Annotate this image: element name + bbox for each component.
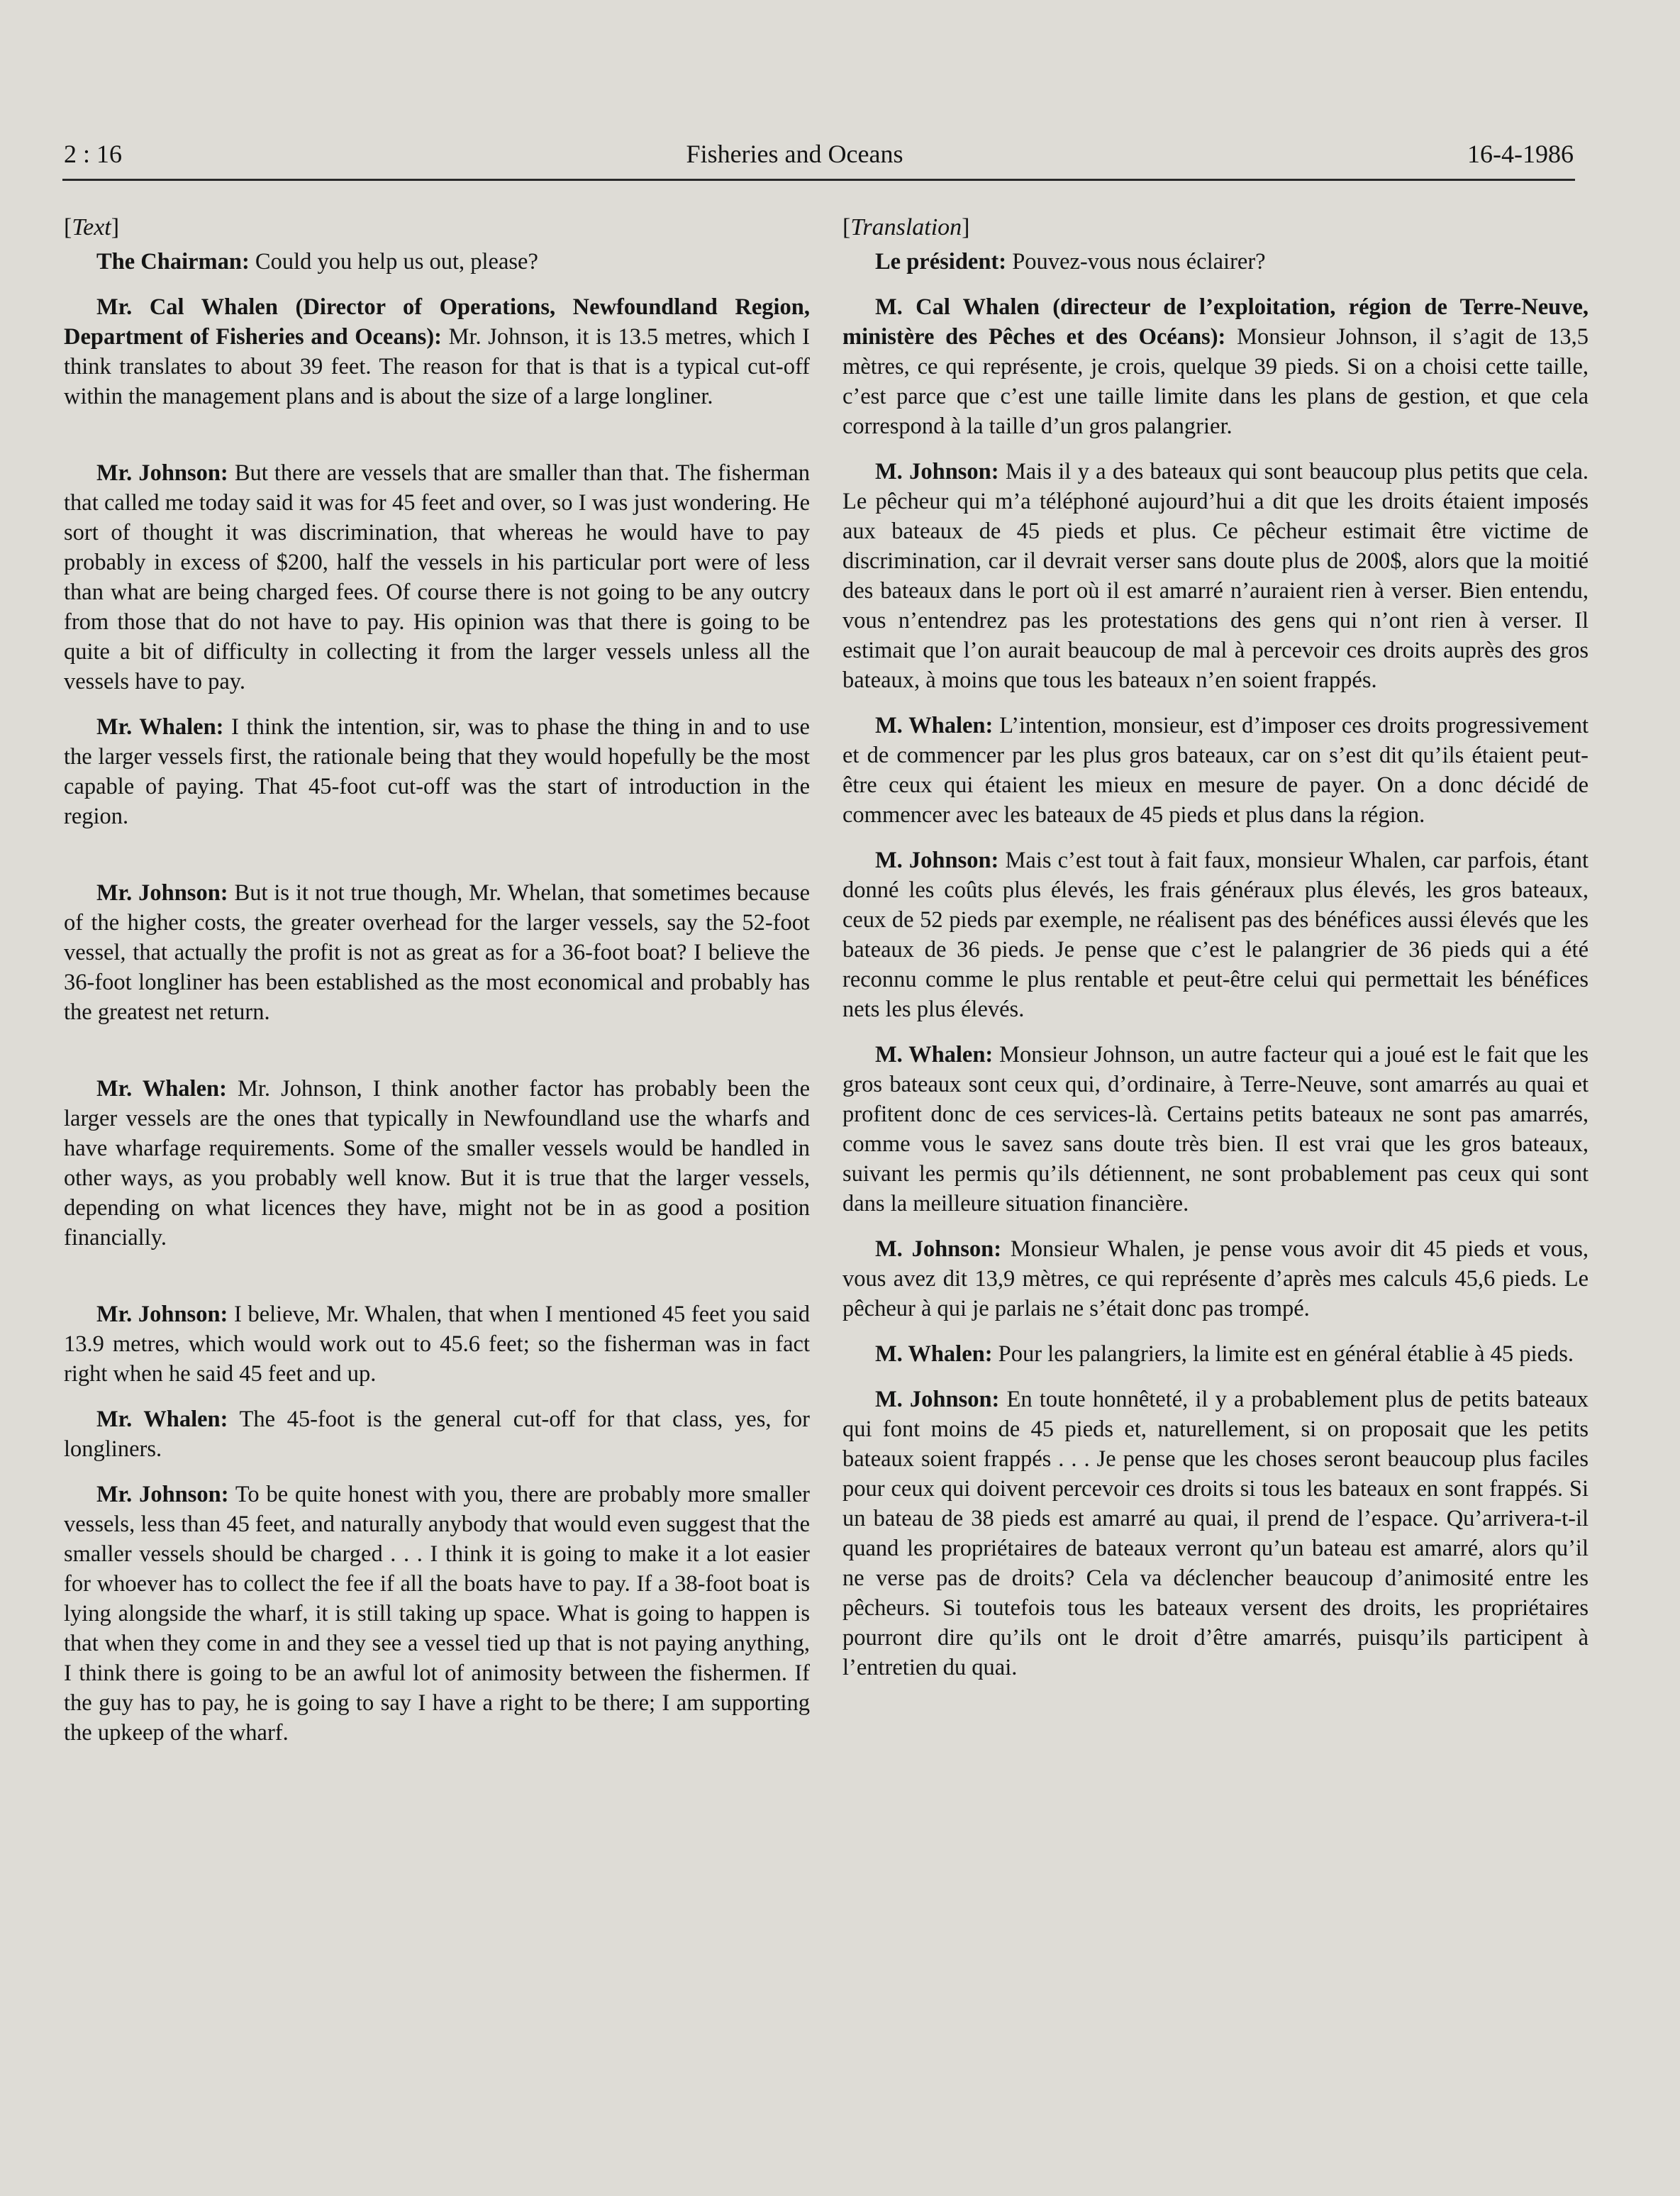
speaker-name: M. Whalen: xyxy=(875,1341,993,1367)
speech-text: Mr. Johnson, it is 13.5 metres, which I think translates to about 39 feet. The reason for that is that is a typical cut-off within the management plans and is about the size of a large longliner. xyxy=(64,324,810,409)
speech-text: Could you help us out, please? xyxy=(249,249,538,274)
speech-paragraph xyxy=(842,292,1589,441)
speech-paragraph xyxy=(842,711,1589,830)
speaker-name: Mr. Johnson: xyxy=(96,1302,228,1327)
speech-paragraph xyxy=(842,1234,1589,1324)
speech-paragraph xyxy=(64,1299,810,1389)
paragraph-spacer xyxy=(64,1043,810,1074)
speech-paragraph xyxy=(64,292,810,411)
speech-paragraph xyxy=(64,247,810,277)
speaker-name: M. Johnson: xyxy=(875,848,999,873)
speaker-name: Mr. Johnson: xyxy=(96,880,228,906)
speech-text: I believe, Mr. Whalen, that when I mentioned 45 feet you said 13.9 metres, which would work out to 45.6 feet; so the fisherman was in fact right when he said 45 feet and up. xyxy=(64,1302,811,1387)
speech-paragraph xyxy=(64,1074,810,1253)
column-tag-label: Text xyxy=(72,214,111,240)
speech-paragraph xyxy=(842,1339,1589,1369)
speaker-name: Le président: xyxy=(875,249,1007,274)
speech-paragraph xyxy=(842,247,1589,277)
paragraph-spacer xyxy=(64,847,810,878)
paragraph-spacer xyxy=(64,427,810,458)
french-column xyxy=(842,213,1589,1698)
header-rule xyxy=(62,179,1575,181)
speaker-name: Mr. Johnson: xyxy=(96,1482,229,1507)
speech-text: The 45-foot is the general cut-off for that class, yes, for longliners. xyxy=(64,1407,810,1462)
column-tag-label: Translation xyxy=(850,214,962,240)
speech-paragraph xyxy=(842,1385,1589,1682)
speech-text: Mais il y a des bateaux qui sont beaucoup plus petits que cela. Le pêcheur qui m’a téléphoné aujourd’hui a dit que les droits étaient imposés aux bateaux de 45 pieds et plus. Ce pêcheur estimait être victime de discrimination, car il devrait verser sans doute plus de 200$, alors que la moitié des bateaux dans le port où il est amarré n’auraient rien à verser. Bien entendu, vous n’entendrez pas les protestations des gens qui n’ont rien à verser. Il estimait que l’on aurait beaucoup de mal à percevoir ces droits auprès des gros bateaux, à moins que tous les bateaux n’en soient frappés. xyxy=(842,459,1589,693)
speaker-name: Mr. Johnson: xyxy=(96,460,228,486)
speech-paragraph xyxy=(64,458,810,697)
speaker-name: Mr. Cal Whalen (Director of Operations, Newfoundland Region, Department of Fisheries and Oceans): xyxy=(64,294,810,350)
speaker-name: M. Whalen: xyxy=(875,1042,994,1068)
speech-paragraph xyxy=(842,1040,1589,1219)
page-number: 2 : 16 xyxy=(64,140,123,168)
english-column xyxy=(64,213,810,1763)
running-header xyxy=(64,139,1574,169)
speech-text: Mais c’est tout à fait faux, monsieur Whalen, car parfois, étant donné les coûts plus élevés, les frais généraux plus élevés, les gros bateaux, ceux de 52 pieds par exemple, ne réalisent pas des bénéfices aussi élevés que les bateaux de 36 pieds. Je pense que c’est le palangrier de 36 pieds qui a été reconnu comme le plus rentable et peut-être celui qui permettait les bénéfices nets les plus élevés. xyxy=(842,848,1589,1022)
speech-paragraph xyxy=(842,845,1589,1024)
speech-text: Monsieur Johnson, il s’agit de 13,5 mètres, ce qui représente, je crois, quelque 39 pieds. Si on a choisi cette taille, c’est parce que c’est une taille limite dans les plans de gestion, et que cela correspond à la taille d’un gros palangrier. xyxy=(842,324,1589,439)
speech-paragraph xyxy=(842,457,1589,695)
speech-text: Pour les palangriers, la limite est en général établie à 45 pieds. xyxy=(992,1341,1574,1367)
speech-text: I think the intention, sir, was to phase the thing in and to use the larger vessels first, the rationale being that they would hopefully be the most capable of paying. That 45-foot cut-off was the start of introduction in the region. xyxy=(64,714,810,829)
speaker-name: Mr. Whalen: xyxy=(96,1076,227,1102)
speech-paragraph xyxy=(64,712,810,831)
speech-text: En toute honnêteté, il y a probablement plus de petits bateaux qui font moins de 45 pieds et, naturellement, si on proposait que les petits bateaux soient frappés . . . Je pense que les choses seront beaucoup plus faciles pour ceux qui doivent percevoir ces droits si tous les bateaux en sont frappés. Si un bateau de 38 pieds est amarré au quai, il prend de l’espace. Qu’arrivera-t-il quand les propriétaires de bateaux verront qu’un bateau est amarré, alors qu’il ne verse pas de droits? Cela va déclencher beaucoup d’animosité entre les pêcheurs. Si toutefois tous les bateaux versent des droits, les propriétaires pourront dire qu’ils ont le droit d’être amarrés, puisqu’ils participent à l’entretien du quai. xyxy=(842,1387,1589,1680)
speech-text: Pouvez-vous nous éclairer? xyxy=(1006,249,1266,274)
speech-text: But there are vessels that are smaller than that. The fisherman that called me today said it was for 45 feet and over, so I was just wondering. He sort of thought it was discrimination, that whereas he would have to pay probably in excess of $200, half the vessels in his particular port were of less than what are being charged fees. Of course there is not going to be any outcry from those that do not have to pay. His opinion was that there is going to be quite a bit of difficulty in collecting it from the larger vessels unless all the vessels have to pay. xyxy=(64,460,810,694)
speech-text: Mr. Johnson, I think another factor has probably been the larger vessels are the ones that typically in Newfoundland use the wharfs and have wharfage requirements. Some of the smaller vessels would be handled in other ways, as you probably well know. But it is true that the larger vessels, depending on what licences they have, might not be in as good a position financially. xyxy=(64,1076,810,1250)
speaker-name: M. Johnson: xyxy=(875,459,999,484)
speech-paragraph xyxy=(64,1480,810,1748)
speech-text: L’intention, monsieur, est d’imposer ces droits progressivement et de commencer par les plus gros bateaux, car on s’est dit qu’ils étaient peut-être ceux qui étaient les mieux en mesure de payer. On a donc décidé de commencer avec les bateaux de 45 pieds et plus dans la région. xyxy=(842,713,1589,828)
speech-text: To be quite honest with you, there are probably more smaller vessels, less than 45 feet, and naturally anybody that would even suggest that the smaller vessels should be charged . . . I think it is going to make it a lot easier for whoever has to collect the fee if all the boats have to pay. If a 38-foot boat is lying alongside the wharf, it is still taking up space. What is going to happen is that when they come in and they see a vessel tied up that is not paying anything, I think there is going to be an awful lot of animosity between the fishermen. If the guy has to pay, he is going to say I have a right to be there; I am supporting the upkeep of the wharf. xyxy=(64,1482,810,1746)
speech-text: Monsieur Whalen, je pense vous avoir dit 45 pieds et vous, vous avez dit 13,9 mètres, ce qui représente d’après mes calculs 45,6 pieds. Le pêcheur à qui je parlais ne s’était donc pas trompé. xyxy=(842,1236,1589,1321)
speech-paragraph xyxy=(64,878,810,1027)
speaker-name: M. Johnson: xyxy=(875,1387,1000,1412)
speaker-name: The Chairman: xyxy=(96,249,250,274)
committee-title: Fisheries and Oceans xyxy=(686,140,903,168)
speaker-name: Mr. Whalen: xyxy=(96,1407,228,1432)
meeting-date: 16-4-1986 xyxy=(1467,140,1574,168)
speaker-name: Mr. Whalen: xyxy=(96,714,224,740)
speech-text: But is it not true though, Mr. Whelan, that sometimes because of the higher costs, the greater overhead for the larger vessels, say the 52-foot vessel, that actually the profit is not as great as for a 36-foot boat? I believe the 36-foot longliner has been established as the most economical and probably has the greatest net return. xyxy=(64,880,811,1025)
column-tag: [Text] xyxy=(64,214,120,240)
speech-paragraph xyxy=(64,1404,810,1464)
paragraph-spacer xyxy=(64,1268,810,1299)
column-tag: [Translation] xyxy=(842,214,970,240)
speaker-name: M. Whalen: xyxy=(875,713,994,738)
speaker-name: M. Cal Whalen (directeur de l’exploitation, région de Terre-Neuve, ministère des Pêches et des Océans): xyxy=(842,294,1589,350)
speaker-name: M. Johnson: xyxy=(875,1236,1002,1262)
speech-text: Monsieur Johnson, un autre facteur qui a joué est le fait que les gros bateaux sont ceux qui, d’ordinaire, à Terre-Neuve, sont amarrés au quai et profitent donc de ces services-là. Certains petits bateaux ne sont pas amarrés, comme vous le savez sans doute très bien. Il est vrai que les gros bateaux, suivant les permis qu’ils détiennent, ne sont probablement pas ceux qui sont dans la meilleure situation financière. xyxy=(842,1042,1589,1216)
